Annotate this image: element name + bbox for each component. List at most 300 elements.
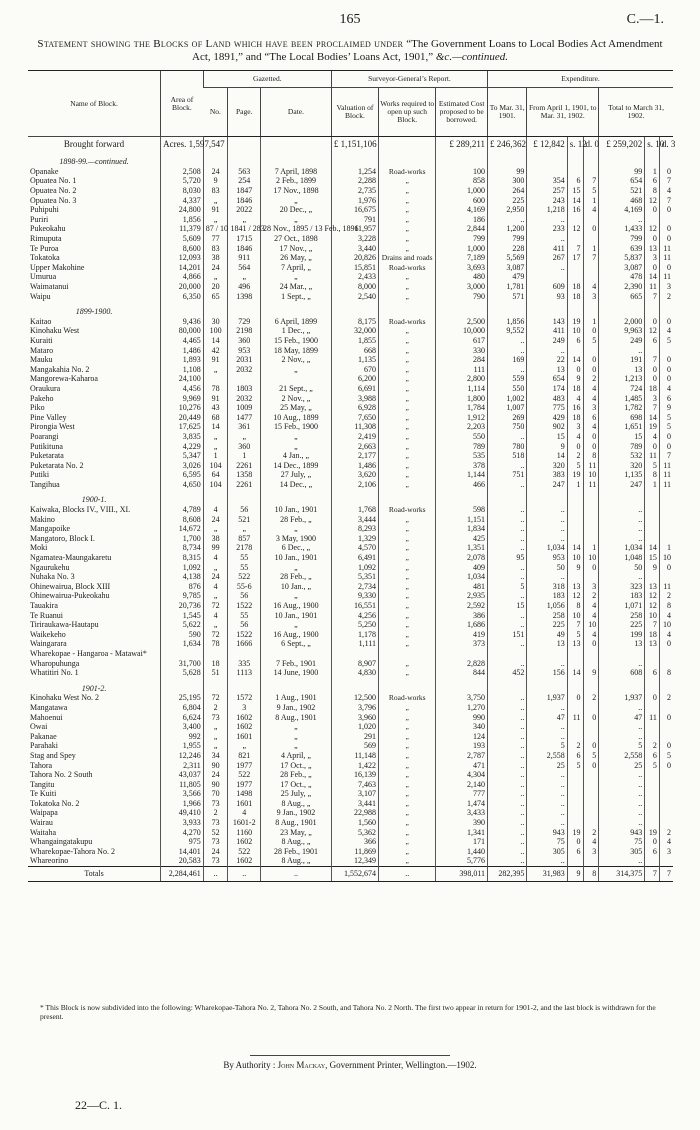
cell-works: Road-works: [379, 505, 436, 515]
cell-gazette-date: „: [261, 441, 332, 451]
cell-works: „: [379, 186, 436, 196]
table-row: [28, 639, 673, 649]
cell-exp-from-pence: 0: [583, 441, 599, 451]
cell-exp-to-1901: 2,950: [488, 205, 527, 215]
cell-works: „: [379, 808, 436, 818]
cell-exp-total-pounds: ..: [599, 818, 645, 828]
cell-gazette-no: 4: [203, 553, 228, 563]
cell-exp-from-pence: 5: [583, 336, 599, 346]
cell-exp-from-pence: 1: [583, 317, 599, 327]
cell-exp-from-pounds: 49: [527, 630, 567, 640]
divider: [250, 1055, 450, 1056]
cell-exp-from-pounds: ..: [527, 524, 567, 534]
col-gazetted: Gazetted.: [203, 71, 331, 88]
table-row: [28, 693, 673, 703]
cell-gazette-date: „: [261, 741, 332, 751]
cell-exp-total-pence: [659, 722, 673, 732]
cell-estimated-cost: 1,114: [436, 384, 488, 394]
cell-gazette-page: 522: [228, 847, 261, 857]
cell-exp-total-shillings: [645, 505, 660, 515]
cell-exp-from-pounds: ..: [527, 534, 567, 544]
cell-exp-total-pounds: 99: [599, 167, 645, 177]
cell-block-name: Wharekopae-Tahora No. 2: [30, 846, 115, 856]
cell-valuation: 7,463: [331, 779, 378, 789]
cell-gazette-no: 24: [203, 572, 228, 582]
cell-exp-total-pounds: 1,937: [599, 693, 645, 703]
cell-exp-total-shillings: 19: [645, 422, 660, 432]
cell-area: 14,672: [161, 524, 204, 534]
cell-exp-total-pounds: ..: [599, 856, 645, 866]
cell-gazette-no: 24: [203, 847, 228, 857]
cell-gazette-date: „: [261, 524, 332, 534]
cell-exp-total-shillings: 6: [645, 751, 660, 761]
col-works: Works required to open up such Block.: [379, 88, 436, 137]
cell-exp-from-pence: 7: [583, 253, 599, 263]
cell-exp-total-pounds: 1,782: [599, 403, 645, 413]
cell-exp-total-pence: [659, 799, 673, 809]
cell-estimated-cost: 2,500: [436, 317, 488, 327]
cell-valuation: 569: [331, 741, 378, 751]
cell-area: 4,866: [161, 272, 204, 282]
cell-gazette-no: 65: [203, 291, 228, 301]
cell-works: „: [379, 336, 436, 346]
cell-exp-total-pence: 5: [659, 422, 673, 432]
cell-block-name: Ngamatea-Maungakaretu: [30, 553, 112, 563]
table-row: [28, 741, 673, 751]
cell-gazette-no: 43: [203, 403, 228, 413]
cell-exp-to-1901: 300: [488, 176, 527, 186]
cell-valuation: 16,551: [331, 601, 378, 611]
cell-area: [161, 649, 204, 659]
cell-gazette-date: 2 Nov., „: [261, 393, 332, 403]
cell-exp-total-shillings: [645, 808, 660, 818]
cell-valuation: 1,422: [331, 760, 378, 770]
cell-block-name: Mataro: [30, 345, 54, 355]
cell-area: 1,893: [161, 355, 204, 365]
cell-works: „: [379, 243, 436, 253]
cell-exp-from-pence: 0: [583, 712, 599, 722]
cell-exp-total-shillings: 13: [645, 639, 660, 649]
col-from-apr: From April 1, 1901, to Mar. 31, 1902.: [527, 88, 599, 137]
totals-total-s: 7: [645, 866, 660, 881]
cell-exp-total-shillings: [645, 658, 660, 668]
cell-estimated-cost: 1,686: [436, 620, 488, 630]
cell-estimated-cost: 3,000: [436, 282, 488, 292]
cell-exp-total-pence: 8: [659, 668, 673, 678]
cell-estimated-cost: 1,834: [436, 524, 488, 534]
table-row: [28, 374, 673, 384]
cell-gazette-page: 1803: [228, 384, 261, 394]
cell-valuation: 4,570: [331, 543, 378, 553]
cell-exp-total-pence: [659, 808, 673, 818]
cell-exp-from-shillings: 0: [567, 441, 583, 451]
cell-gazette-page: 361: [228, 422, 261, 432]
cell-gazette-date: 14 June, 1900: [261, 668, 332, 678]
cell-area: 12,246: [161, 751, 204, 761]
cell-valuation: 6,491: [331, 553, 378, 563]
cell-exp-total-shillings: 8: [645, 186, 660, 196]
cell-exp-to-1901: ..: [488, 827, 527, 837]
cell-block-name: Kuraiti: [30, 335, 53, 345]
cell-exp-total-pounds: 13: [599, 364, 645, 374]
cell-exp-total-pounds: 1,135: [599, 470, 645, 480]
cell-area: 5,720: [161, 176, 204, 186]
cell-exp-total-shillings: 0: [645, 234, 660, 244]
table-row: [28, 827, 673, 837]
cell-estimated-cost: 1,784: [436, 403, 488, 413]
cell-exp-total-shillings: 19: [645, 827, 660, 837]
cell-valuation: 2,734: [331, 582, 378, 592]
cell-exp-to-1901: 264: [488, 186, 527, 196]
cell-gazette-page: 1602: [228, 712, 261, 722]
cell-valuation: 3,441: [331, 799, 378, 809]
cell-estimated-cost: 5,776: [436, 856, 488, 866]
cell-exp-total-shillings: 13: [645, 582, 660, 592]
cell-valuation: 2,288: [331, 176, 378, 186]
cell-exp-to-1901: 3,087: [488, 263, 527, 273]
cell-exp-from-pence: [583, 534, 599, 544]
cell-exp-from-pounds: 249: [527, 336, 567, 346]
cell-area: 5,347: [161, 451, 204, 461]
cell-gazette-date: 14 Dec., „: [261, 480, 332, 490]
cell-exp-from-shillings: [567, 658, 583, 668]
cell-gazette-date: 1 Sept., „: [261, 291, 332, 301]
table-row: [28, 789, 673, 799]
cell-block-name: Ohinewairua-Pukeokahu: [30, 591, 110, 601]
cell-exp-total-pence: 11: [659, 253, 673, 263]
cell-works: „: [379, 741, 436, 751]
cell-area: 43,037: [161, 770, 204, 780]
cell-valuation: 7,650: [331, 412, 378, 422]
cell-gazette-no: 24: [203, 263, 228, 273]
cell-works: „: [379, 856, 436, 866]
cell-gazette-date: [261, 649, 332, 659]
cell-exp-from-pounds: 1,218: [527, 205, 567, 215]
cell-works: „: [379, 770, 436, 780]
cell-exp-total-pounds: 4,169: [599, 205, 645, 215]
cell-gazette-no: „: [203, 591, 228, 601]
cell-estimated-cost: 1,800: [436, 393, 488, 403]
cell-estimated-cost: 1,440: [436, 847, 488, 857]
cell-exp-total-pence: 4: [659, 186, 673, 196]
cell-works: „: [379, 779, 436, 789]
cell-exp-from-pence: 10: [583, 553, 599, 563]
cell-area: 3,933: [161, 818, 204, 828]
cell-exp-total-shillings: 0: [645, 441, 660, 451]
cell-valuation: 670: [331, 364, 378, 374]
cell-valuation: 11,308: [331, 422, 378, 432]
cell-exp-total-pounds: ..: [599, 731, 645, 741]
cell-area: 5,609: [161, 234, 204, 244]
cell-exp-total-pounds: ..: [599, 658, 645, 668]
cell-exp-from-pounds: ..: [527, 505, 567, 515]
cell-exp-total-pounds: 9,963: [599, 326, 645, 336]
cell-exp-from-pounds: 14: [527, 451, 567, 461]
cell-gazette-date: 6 Sept., „: [261, 639, 332, 649]
cell-gazette-no: 38: [203, 253, 228, 263]
cell-valuation: 791: [331, 215, 378, 225]
cell-gazette-date: 2 Feb., 1899: [261, 176, 332, 186]
cell-exp-from-pounds: 25: [527, 760, 567, 770]
cell-exp-from-pence: [583, 779, 599, 789]
cell-exp-from-pence: 9: [583, 668, 599, 678]
cell-exp-total-pounds: 1,213: [599, 374, 645, 384]
cell-exp-to-1901: 750: [488, 422, 527, 432]
cell-block-name: Wharopuhunga: [30, 658, 80, 668]
cell-gazette-date: 27 July, „: [261, 470, 332, 480]
cell-exp-total-shillings: [645, 799, 660, 809]
title-caps: Statement showing the Blocks of Land which have been proclaimed under: [37, 38, 407, 50]
cell-exp-total-shillings: [645, 514, 660, 524]
cell-exp-total-pounds: ..: [599, 770, 645, 780]
cell-exp-from-pounds: ..: [527, 514, 567, 524]
cell-exp-total-pounds: 13: [599, 639, 645, 649]
cell-exp-from-pounds: 267: [527, 253, 567, 263]
cell-exp-to-1901: ..: [488, 779, 527, 789]
cell-gazette-no: 90: [203, 779, 228, 789]
cell-gazette-no: 14: [203, 422, 228, 432]
cell-exp-from-pounds: 233: [527, 224, 567, 234]
totals-from-d: 8: [583, 866, 599, 881]
cell-exp-total-pounds: ..: [599, 572, 645, 582]
cell-works: „: [379, 272, 436, 282]
cell-valuation: 8,293: [331, 524, 378, 534]
cell-exp-from-pounds: 174: [527, 384, 567, 394]
cell-block-name: Tiriraukawa-Hautapu: [30, 620, 99, 630]
cell-exp-from-pence: 10: [583, 620, 599, 630]
cell-exp-total-pounds: 247: [599, 480, 645, 490]
cell-estimated-cost: 3,693: [436, 263, 488, 273]
cell-area: 12,093: [161, 253, 204, 263]
cell-works: „: [379, 639, 436, 649]
cell-exp-to-1901: ..: [488, 722, 527, 732]
cell-gazette-date: „: [261, 591, 332, 601]
cell-exp-total-pence: 0: [659, 432, 673, 442]
cell-area: 1,486: [161, 345, 204, 355]
table-row: [28, 818, 673, 828]
cell-gazette-date: „: [261, 432, 332, 442]
cell-area: 1,966: [161, 799, 204, 809]
cell-exp-from-shillings: 19: [567, 317, 583, 327]
cell-exp-from-shillings: 5: [567, 630, 583, 640]
cell-exp-total-shillings: [645, 524, 660, 534]
cell-exp-to-1901: ..: [488, 847, 527, 857]
cell-exp-from-pounds: 9: [527, 441, 567, 451]
cell-exp-total-pence: [659, 770, 673, 780]
cell-exp-total-pence: [659, 818, 673, 828]
cell-exp-from-pounds: 654: [527, 374, 567, 384]
cell-exp-from-shillings: 7: [567, 243, 583, 253]
cell-estimated-cost: 600: [436, 195, 488, 205]
cell-valuation: 16,675: [331, 205, 378, 215]
table-row: [28, 562, 673, 572]
cell-area: 49,410: [161, 808, 204, 818]
cell-exp-total-pounds: 1,651: [599, 422, 645, 432]
cell-gazette-date: „: [261, 620, 332, 630]
cell-exp-total-pence: 2: [659, 291, 673, 301]
cell-exp-total-shillings: 4: [645, 432, 660, 442]
cell-area: 9,436: [161, 317, 204, 327]
cell-block-name: Mangorewa-Kaharoa: [30, 374, 98, 384]
cell-gazette-page: 1522: [228, 630, 261, 640]
cell-block-name: Putiki: [30, 470, 50, 480]
cell-exp-from-pence: 1: [583, 243, 599, 253]
cell-exp-to-1901: ..: [488, 639, 527, 649]
cell-exp-total-shillings: 1: [645, 167, 660, 177]
cell-exp-to-1901: 15: [488, 601, 527, 611]
cell-works: „: [379, 460, 436, 470]
cell-exp-from-pounds: ..: [527, 234, 567, 244]
cell-exp-total-pence: 0: [659, 355, 673, 365]
table-row: [28, 186, 673, 196]
bf-label: Brought forward: [63, 138, 125, 149]
cell-gazette-date: 17 Nov., „: [261, 243, 332, 253]
cell-valuation: 5,351: [331, 572, 378, 582]
cell-exp-from-pounds: ..: [527, 658, 567, 668]
cell-exp-total-pence: 0: [659, 639, 673, 649]
cell-gazette-page: 4: [228, 808, 261, 818]
col-page: Page.: [228, 88, 261, 137]
cell-gazette-page: 56: [228, 505, 261, 515]
cell-exp-total-pence: 8: [659, 601, 673, 611]
cell-exp-total-pounds: 199: [599, 630, 645, 640]
statement-title: [30, 38, 670, 64]
cell-exp-to-1901: 1,781: [488, 282, 527, 292]
cell-estimated-cost: 100: [436, 167, 488, 177]
totals-to-mar: 282,395: [488, 866, 527, 881]
cell-valuation: 1,254: [331, 167, 378, 177]
cell-exp-from-shillings: 18: [567, 291, 583, 301]
cell-exp-total-pence: [659, 524, 673, 534]
cell-exp-total-pounds: 698: [599, 412, 645, 422]
cell-exp-from-pounds: 943: [527, 827, 567, 837]
cell-valuation: 2,540: [331, 291, 378, 301]
cell-exp-total-pounds: 943: [599, 827, 645, 837]
cell-valuation: 8,907: [331, 658, 378, 668]
cell-exp-total-pence: [659, 731, 673, 741]
table-row: [28, 553, 673, 563]
cell-valuation: 1,560: [331, 818, 378, 828]
cell-block-name: Opuatea No. 1: [30, 176, 77, 186]
cell-exp-from-pounds: 75: [527, 837, 567, 847]
cell-works: „: [379, 712, 436, 722]
cell-works: Road-works: [379, 263, 436, 273]
cell-gazette-page: 2022: [228, 205, 261, 215]
cell-exp-total-pounds: ..: [599, 345, 645, 355]
cell-gazette-no: 4: [203, 610, 228, 620]
cell-exp-from-shillings: [567, 856, 583, 866]
cell-exp-total-pence: 2: [659, 591, 673, 601]
cell-exp-total-shillings: 15: [645, 553, 660, 563]
cell-exp-from-pence: 11: [583, 460, 599, 470]
cell-exp-from-pounds: 15: [527, 432, 567, 442]
cell-valuation: 2,433: [331, 272, 378, 282]
cell-exp-total-shillings: [645, 856, 660, 866]
cell-exp-from-pence: 2: [583, 374, 599, 384]
cell-gazette-page: 1: [228, 451, 261, 461]
cell-exp-from-pence: 2: [583, 591, 599, 601]
cell-exp-total-pounds: ..: [599, 799, 645, 809]
cell-valuation: 11,957: [331, 224, 378, 234]
cell-gazette-no: 24: [203, 514, 228, 524]
table-row: [28, 505, 673, 515]
cell-exp-total-shillings: 6: [645, 668, 660, 678]
cell-valuation: 1,135: [331, 355, 378, 365]
cell-exp-from-shillings: [567, 789, 583, 799]
cell-gazette-date: 7 April, 1898: [261, 167, 332, 177]
cell-block-name: Puketarata No. 2: [30, 460, 84, 470]
cell-exp-from-shillings: [567, 818, 583, 828]
cell-exp-total-shillings: 0: [645, 317, 660, 327]
cell-exp-to-1901: 169: [488, 355, 527, 365]
cell-valuation: 3,228: [331, 234, 378, 244]
bf-from-d: d. 0: [583, 137, 599, 152]
cell-exp-from-pounds: 143: [527, 317, 567, 327]
cell-exp-total-pence: 0: [659, 712, 673, 722]
cell-exp-from-pence: 5: [583, 186, 599, 196]
cell-gazette-no: 20: [203, 282, 228, 292]
cell-estimated-cost: 1,151: [436, 514, 488, 524]
cell-gazette-date: 16 Aug., 1900: [261, 601, 332, 611]
cell-works: „: [379, 837, 436, 847]
cell-exp-from-pounds: 258: [527, 610, 567, 620]
cell-valuation: [331, 649, 378, 659]
cell-exp-total-shillings: [645, 770, 660, 780]
table-row: [28, 451, 673, 461]
cell-exp-to-1901: ..: [488, 562, 527, 572]
totals-valuation: 1,552,674: [331, 866, 378, 881]
cell-works: „: [379, 470, 436, 480]
cell-exp-total-pence: 0: [659, 167, 673, 177]
cell-exp-total-shillings: 10: [645, 610, 660, 620]
cell-estimated-cost: 2,592: [436, 601, 488, 611]
cell-gazette-no: [203, 649, 228, 659]
cell-block-name: Whatitiri No. 1: [30, 668, 79, 678]
cell-block-name: Piko: [30, 403, 45, 413]
cell-exp-from-shillings: 1: [567, 480, 583, 490]
cell-block-name: Wairau: [30, 818, 53, 828]
cell-exp-to-1901: ..: [488, 693, 527, 703]
cell-block-name: Waipapa: [30, 808, 58, 818]
cell-gazette-no: 77: [203, 234, 228, 244]
cell-exp-from-pence: 0: [583, 639, 599, 649]
cell-gazette-page: 857: [228, 534, 261, 544]
cell-works: „: [379, 582, 436, 592]
cell-estimated-cost: 799: [436, 234, 488, 244]
cell-exp-total-shillings: 7: [645, 403, 660, 413]
cell-gazette-no: 104: [203, 480, 228, 490]
cell-block-name: Te Puroa: [30, 243, 59, 253]
table-row: [28, 205, 673, 215]
cell-gazette-date: 17 Nov., 1898: [261, 186, 332, 196]
cell-estimated-cost: 2,140: [436, 779, 488, 789]
cell-gazette-date: [261, 374, 332, 384]
cell-works: „: [379, 326, 436, 336]
cell-gazette-page: 2031: [228, 355, 261, 365]
section-heading-row: [28, 495, 673, 505]
cell-valuation: 22,988: [331, 808, 378, 818]
cell-exp-total-pence: 0: [659, 741, 673, 751]
cell-exp-total-pence: 0: [659, 263, 673, 273]
cell-exp-total-pence: 5: [659, 412, 673, 422]
cell-valuation: 1,092: [331, 562, 378, 572]
table-row: [28, 770, 673, 780]
cell-gazette-date: 8 Aug., 1901: [261, 818, 332, 828]
cell-exp-to-1901: 799: [488, 234, 527, 244]
cell-estimated-cost: 598: [436, 505, 488, 515]
sheet-signature: 22—C. 1.: [75, 1098, 123, 1112]
cell-works: „: [379, 751, 436, 761]
